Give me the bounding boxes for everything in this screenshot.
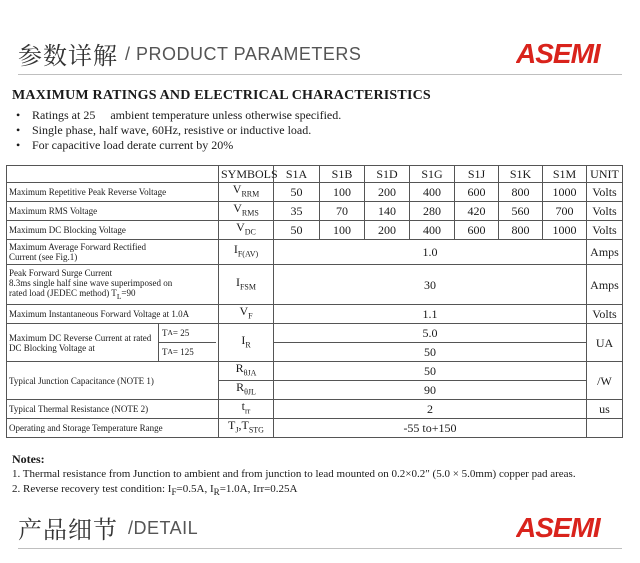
svg-text:ASEMI: ASEMI bbox=[516, 38, 600, 68]
unit-cell: Amps bbox=[587, 240, 623, 265]
condition-item: • Ratings at 25 ambient temperature unless otherwise specified. bbox=[16, 108, 341, 123]
notes-title: Notes: bbox=[12, 452, 45, 466]
table-row bbox=[7, 400, 623, 419]
merged-value-cell: 1.0 bbox=[274, 240, 587, 265]
table-row bbox=[7, 183, 623, 202]
table-row bbox=[7, 362, 623, 381]
merged-value-cell: 2 bbox=[274, 400, 587, 419]
value-cell: 700 bbox=[543, 202, 587, 221]
value-cell: 1000 bbox=[543, 221, 587, 240]
value-cell: 600 bbox=[455, 221, 499, 240]
value-cell: 200 bbox=[365, 221, 410, 240]
row-symbol: $V_{RRM}$ bbox=[219, 183, 274, 202]
table-row bbox=[7, 419, 623, 438]
section-title-en: /DETAIL bbox=[128, 518, 199, 538]
unit-cell: Volts bbox=[587, 221, 623, 240]
table-row bbox=[7, 202, 623, 221]
row-symbol: $I_{FSM}$ bbox=[219, 265, 274, 305]
table-header-row bbox=[7, 166, 623, 183]
header-symbols: SYMBOLS bbox=[219, 166, 274, 183]
note-1: 1. Thermal resistance from Junction to ambient and from junction to lead mounted on 0.2×0.2″ (5.0 × 5.0mm) copper pad areas. bbox=[12, 468, 576, 480]
value-cell: 800 bbox=[499, 221, 543, 240]
value-cell: 50 bbox=[274, 221, 320, 240]
section-header-detail bbox=[0, 506, 640, 550]
header-blank bbox=[7, 166, 219, 183]
row-symbol: $T_J,T_{STG}$ bbox=[219, 419, 274, 438]
merged-value-cell: -55 to+150 bbox=[274, 419, 587, 438]
value-cell: 140 bbox=[365, 202, 410, 221]
notes-section bbox=[12, 452, 576, 500]
condition-item: • Single phase, half wave, 60Hz, resistive or inductive load. bbox=[16, 123, 341, 138]
unit-cell: /W bbox=[587, 362, 623, 400]
note-2: 2. Reverse recovery test condition: $I_F=0.5A$, $I_R=1.0A$, Irr=0.25A bbox=[12, 483, 298, 498]
value-cell: 420 bbox=[455, 202, 499, 221]
merged-value-cell: 30 bbox=[274, 265, 587, 305]
conditions-list bbox=[16, 108, 341, 153]
row-description: Typical Thermal Resistance (NOTE 2) bbox=[7, 400, 219, 419]
header-part: S1M bbox=[543, 166, 587, 183]
merged-value-cell: 90 bbox=[274, 381, 587, 400]
row-description: Operating and Storage Temperature Range bbox=[7, 419, 219, 438]
value-cell: 400 bbox=[410, 221, 455, 240]
header-part: S1A bbox=[274, 166, 320, 183]
header-part: S1D bbox=[365, 166, 410, 183]
value-cell: 1000 bbox=[543, 183, 587, 202]
row-description: Maximum DC Reverse Current at rated DC Blocking Voltage at T A = 25 T A = 125 bbox=[7, 324, 219, 362]
value-cell: 560 bbox=[499, 202, 543, 221]
value-cell: 600 bbox=[455, 183, 499, 202]
row-symbol: $I_R$ bbox=[219, 324, 274, 362]
document-title: MAXIMUM RATINGS AND ELECTRICAL CHARACTERISTICS bbox=[12, 88, 431, 103]
value-cell: 70 bbox=[320, 202, 365, 221]
value-cell: 50 bbox=[274, 183, 320, 202]
unit-cell: us bbox=[587, 400, 623, 419]
merged-value-cell: 5.0 bbox=[274, 324, 587, 343]
merged-value-cell: 50 bbox=[274, 343, 587, 362]
svg-text:ASEMI: ASEMI bbox=[516, 512, 600, 542]
row-symbol: $R_{\theta JA}$ bbox=[219, 362, 274, 381]
table-row bbox=[7, 240, 623, 265]
condition-ta-125: T A = 125 bbox=[162, 347, 194, 358]
value-cell: 100 bbox=[320, 183, 365, 202]
row-symbol: $V_F$ bbox=[219, 305, 274, 324]
table-row bbox=[7, 305, 623, 324]
value-cell: 200 bbox=[365, 183, 410, 202]
table-row bbox=[7, 221, 623, 240]
header-part: S1G bbox=[410, 166, 455, 183]
header-unit: UNIT bbox=[587, 166, 623, 183]
asemi-logo bbox=[516, 38, 618, 68]
condition-item: • For capacitive load derate current by 20% bbox=[16, 138, 341, 153]
header-part: S1J bbox=[455, 166, 499, 183]
section-title-zh: 产品细节 bbox=[18, 516, 118, 544]
ratings-table bbox=[6, 165, 623, 438]
header-part: S1B bbox=[320, 166, 365, 183]
unit-cell: Amps bbox=[587, 265, 623, 305]
section-title-en: / PRODUCT PARAMETERS bbox=[125, 44, 362, 64]
value-cell: 100 bbox=[320, 221, 365, 240]
row-description: Maximum Repetitive Peak Reverse Voltage bbox=[7, 183, 219, 202]
header-divider bbox=[18, 548, 622, 549]
row-description: Peak Forward Surge Current 8.3ms single half sine wave superimposed on rated load (JEDEC method) $T_L=90$ bbox=[7, 265, 219, 305]
unit-cell: UA bbox=[587, 324, 623, 362]
row-description: Maximum RMS Voltage bbox=[7, 202, 219, 221]
table-row bbox=[7, 324, 623, 343]
row-description: Typical Junction Capacitance (NOTE 1) bbox=[7, 362, 219, 400]
row-symbol: $V_{RMS}$ bbox=[219, 202, 274, 221]
row-symbol: $I_{F(AV)}$ bbox=[219, 240, 274, 265]
row-description: Maximum Average Forward Rectified Current (see Fig.1) bbox=[7, 240, 219, 265]
value-cell: 35 bbox=[274, 202, 320, 221]
header-divider bbox=[18, 74, 622, 75]
unit-cell: Volts bbox=[587, 183, 623, 202]
value-cell: 280 bbox=[410, 202, 455, 221]
header-part: S1K bbox=[499, 166, 543, 183]
merged-value-cell: 50 bbox=[274, 362, 587, 381]
value-cell: 400 bbox=[410, 183, 455, 202]
row-symbol: $R_{\theta JL}$ bbox=[219, 381, 274, 400]
value-cell: 800 bbox=[499, 183, 543, 202]
condition-ta-25: T A = 25 bbox=[159, 324, 216, 344]
row-symbol: $t_{rr}$ bbox=[219, 400, 274, 419]
section-header-product-parameters bbox=[0, 32, 640, 76]
row-symbol: $V_{DC}$ bbox=[219, 221, 274, 240]
asemi-logo bbox=[516, 512, 618, 542]
row-description: Maximum Instantaneous Forward Voltage at 1.0A bbox=[7, 305, 219, 324]
unit-cell: Volts bbox=[587, 305, 623, 324]
unit-cell: Volts bbox=[587, 202, 623, 221]
unit-cell bbox=[587, 419, 623, 438]
merged-value-cell: 1.1 bbox=[274, 305, 587, 324]
row-description: Maximum DC Blocking Voltage bbox=[7, 221, 219, 240]
table-row bbox=[7, 265, 623, 305]
section-title-zh: 参数详解 bbox=[18, 42, 118, 70]
